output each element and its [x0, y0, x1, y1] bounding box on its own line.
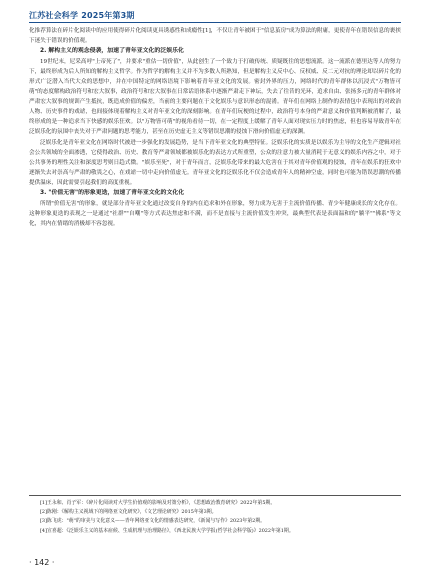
paragraph-continued: 化推荐算法在碎片化阅读中的应用使得碎片化阅读更具诱惑性和成瘾性[1]，不仅让青年被困于"信息茧房"成为算法的附庸，更使青年在错误信息的裹挟下迷失于错误的价值观。: [29, 28, 401, 45]
paragraph-entertainment: 泛娱乐化是青年亚文化在网络时代被进一步强化的发展趋势，是当下青年亚文化的典型特征。泛娱乐化的实质是以娱乐为主导的文化生产逻辑对社会公共领域的全面渗透，它使得政治、历史、教育等严肃领域都被娱乐化的表达方式所重塑，公众的注意力被大量消耗于无意义的娱乐内容之中，对于公共事务的理性关注和深度思考则日趋式微。"娱乐至死"，对于青年而言，泛娱乐化带来的最大危害在于其对青年价值观的侵蚀，青年在娱乐的狂欢中逐渐失去对崇高与严肃的敬畏之心，在戏谑一切中走向价值虚无。青年亚文化的泛娱乐化不仅会造成青年人的精神空虚，同时也可能为错误思潮的传播提供温床，因此需要引起我们的高度重视。: [29, 139, 401, 186]
footnote-rule: [29, 495, 401, 496]
footnote-1: [1]王永和、肖子军：《碎片化阅读对大学生价值观的影响及对策分析》，《思想政治教育研究》2022年第5期。: [40, 500, 276, 506]
issue-label: 2025年第3期: [81, 11, 135, 20]
journal-name: 江苏社会科学: [29, 11, 79, 20]
section-heading-2: 2. 解构主义的观念侵袭，加速了青年亚文化的泛娱乐化: [40, 48, 184, 55]
paragraph-value-harmless: 所谓"价值无害"的形象，就是部分青年亚文化通过改变自身的内在追求和外在形象，努力成为无害于主流价值传播、青少年健康成长的文化存在。这种形象更迭的表现之一是通过"社群""自嘲"等方式表达焦虑和不满，而不是直接与主流价值发生冲突，最典型代表是表面温和的"躺平""佛系"等文化，其内在情绪的消极却不容忽视。: [29, 200, 401, 227]
running-header: [29, 10, 401, 21]
footnotes: [29, 499, 401, 536]
footnote-4: [4]宣喜超：《泛娱乐主义的基本症候、生成机理与治理路径》，《西北民族大学学报(哲学社会科学版)》2022年第1期。: [40, 527, 294, 534]
page-number: · 142 ·: [29, 558, 55, 567]
footnote-2: [2]陈刚：《解构主义视域下的网络亚文化研究》，《文艺理论研究》2015年第3期。: [40, 509, 217, 516]
header-rule: [29, 22, 401, 23]
article-body: [29, 26, 401, 229]
paragraph-deconstruction: 19世纪末，尼采高呼"上帝死了"，并要求"重估一切价值"，从此创生了一个致力于打破传统、质疑既往的思想流派。这一流派在德里达等人的努力下，最终形成为后人所知的解构主义哲学。作为哲学的解构主义并不为多数人所熟知，但是解构主义反中心、反权威、反二元对抗的理论却以碎片化的形式广泛潜入当代大众的思想中，并在中国特定的网络语境下影响着青年亚文化的发展。密封外界的压力，网络时代的青年群体以沉浸式"万物皆可萌"的态度解构政治符号和宏大叙事，政治符号和宏大叙事在日常话语体系中逐渐严肃走下神坛，失去了往昔的光环，追求自由、张扬多元的青年群体对严肃宏大叙事的规训产生抵抗，既造成价值的偏差，当前的主要问题在于文化娱乐与意识形态的混淆。青年们在网络上制作的表情包中表现出的对政治人物、历史事件的戏谑，也间接体现着解构主义对青年亚文化的深刻影响。在青年们玩梗的过程中，政治符号本身的严肃意义和价值判断被消解了，最终形成的是一种追求当下快感的娱乐狂欢。以"万物皆可萌"的视角看待一切，在一定程度上缓解了青年人面对现实压力时的焦虑，但也容易导致青年在泛娱乐化的氛围中丧失对于严肃问题的思考能力，甚至在历史虚无主义等错误思潮的侵蚀下滑向价值虚无的深渊。: [29, 58, 401, 136]
section-heading-3: 3. "价值无害"的形象更迭，加速了青年亚文化的文化化: [40, 190, 185, 196]
footnote-3: [3]陈飞虎："萌"的审美与文化意义——青年网络亚文化的情感表达研究，《新闻与写作》2023年第2期。: [40, 518, 266, 525]
